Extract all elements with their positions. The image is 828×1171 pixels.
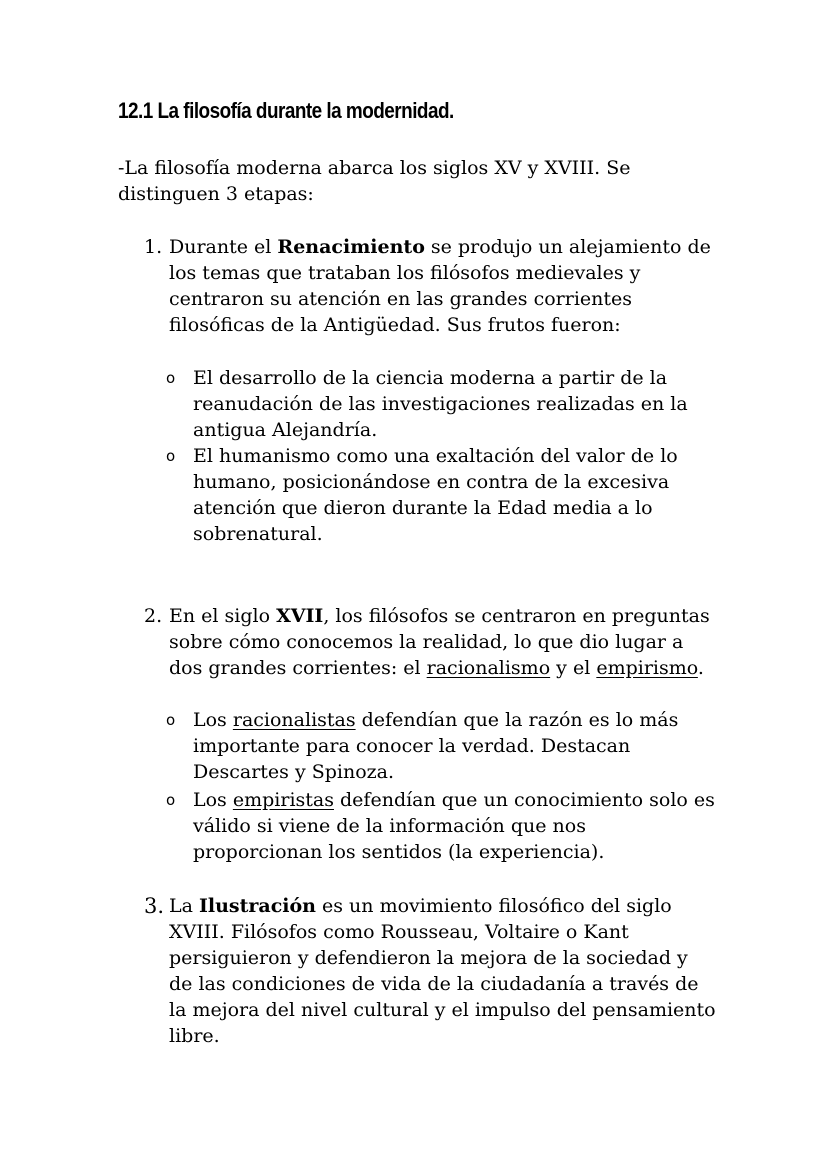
list-item-text: Durante el Renacimiento se produjo un alejamiento de los temas que trataban los filósofos medievales y centraron su atención en las grandes corrientes filosóficas de la Antigüedad. Sus frutos fueron:: [169, 236, 711, 336]
intro-paragraph: -La filosofía moderna abarca los siglos XV y XVIII. Se distinguen 3 etapas:: [118, 157, 631, 205]
sub-list-item-text: El humanismo como una exaltación del valor de lo humano, posicionándose en contra de la excesiva atención que dieron durante la Edad media a lo sobrenatural.: [193, 445, 678, 545]
bold-term: Renacimiento: [277, 236, 425, 258]
sub-list-item-text: Los empiristas defendían que un conocimiento solo es válido si viene de la información que nos proporcionan los sentidos (la experiencia).: [193, 789, 715, 863]
circle-bullet-icon: o: [166, 447, 176, 465]
underlined-term: empirismo: [596, 657, 698, 679]
circle-bullet-icon: o: [166, 369, 176, 387]
circle-bullet-icon: o: [166, 711, 176, 729]
list-item-text: En el siglo XVII, los filósofos se centraron en preguntas sobre cómo conocemos la realidad, lo que dio lugar a dos grandes corrientes: el racionalismo y el empirismo.: [169, 605, 710, 679]
list-item-text: La Ilustración es un movimiento filosófico del siglo XVIII. Filósofos como Rousseau, Voltaire o Kant persiguieron y defendieron la mejora de la sociedad y de las condiciones de vida de la ciudadanía a través de la mejora del nivel cultural y el impulso del pensamiento libre.: [169, 895, 716, 1047]
underlined-term: racionalismo: [426, 657, 551, 679]
underlined-term: empiristas: [232, 789, 334, 811]
list-number: 2.: [144, 605, 163, 627]
underlined-term: racionalistas: [232, 709, 356, 731]
page-title: 12.1 La filosofía durante la modernidad.: [118, 98, 454, 123]
sub-list-item-text: Los racionalistas defendían que la razón es lo más importante para conocer la verdad. Destacan Descartes y Spinoza.: [193, 709, 679, 783]
circle-bullet-icon: o: [166, 791, 176, 809]
sub-list-item-text: El desarrollo de la ciencia moderna a partir de la reanudación de las investigaciones realizadas en la antigua Alejandría.: [193, 367, 688, 441]
list-number: 3.: [144, 894, 165, 918]
bold-term: XVII: [276, 605, 324, 627]
bold-term: Ilustración: [198, 895, 316, 917]
list-number: 1.: [144, 236, 163, 258]
